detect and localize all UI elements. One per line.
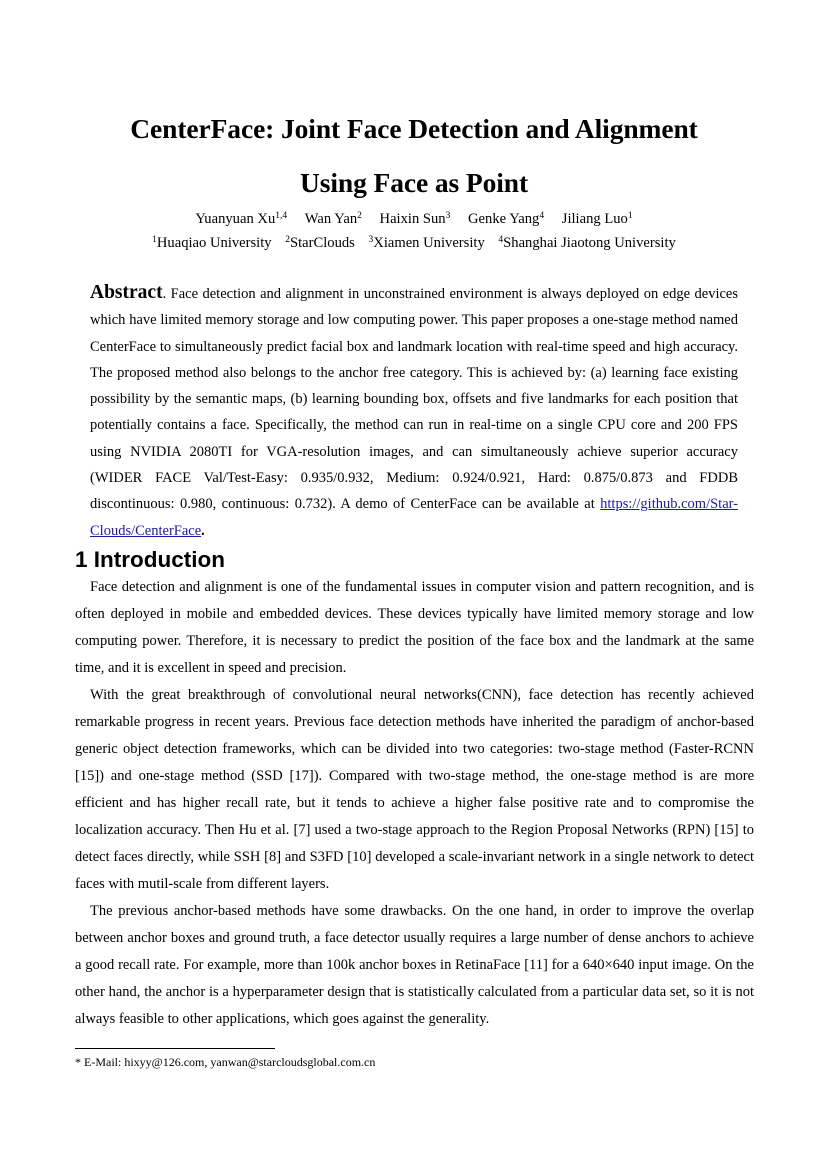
section-heading-introduction: 1 Introduction: [75, 547, 225, 572]
abstract: [90, 280, 738, 544]
author: [562, 211, 633, 227]
author-name: Jiliang Luo: [561, 211, 628, 227]
affiliation-mark: 1: [152, 235, 157, 245]
author-name: Genke Yang: [468, 211, 540, 227]
affiliation-name: StarClouds: [290, 235, 355, 251]
paragraph: Face detection and alignment is one of the fundamental issues in computer vision and pattern recognition, and is often deployed in mobile and embedded devices. These devices typically have limited memory storage and low computing power. Therefore, it is necessary to predict the position of the face box and the landmark at the same time, and it is excellent in speed and precision.: [75, 579, 754, 676]
abstract-heading: Abstract: [90, 282, 163, 303]
affiliation-mark: 2: [285, 235, 290, 245]
author: [468, 211, 544, 227]
footnote: * E-Mail: hixyy@126.com, yanwan@starcloudsglobal.com.cn: [75, 1055, 376, 1069]
paragraph: With the great breakthrough of convolutional neural networks(CNN), face detection has recently achieved remarkable progress in recent years. Previous face detection methods have inherited the paradigm of anchor-based generic object detection frameworks, which can be divided into two categories: two-stage method (Faster-RCNN [15]) and one-stage method (SSD [17]). Compared with two-stage method, the one-stage method is are more efficient and has higher recall rate, but it tends to achieve a higher false positive rate and to compromise the localization accuracy. Then Hu et al. [7] used a two-stage approach to the Region Proposal Networks (RPN) [15] to detect faces directly, while SSH [8] and S3FD [10] developed a scale-invariant network in a single network to detect faces with mutil-scale from different layers.: [75, 687, 754, 892]
author-affiliation-mark: 2: [357, 211, 362, 221]
author-affiliation-mark: 4: [539, 211, 545, 221]
github-link[interactable]: https://github.com/Star-Clouds/CenterFace: [90, 496, 738, 539]
abstract-end: .: [201, 522, 205, 539]
author-name: Wan Yan: [304, 211, 358, 227]
author-list: [0, 211, 828, 228]
author-affiliation-mark: 1: [627, 211, 633, 221]
affiliation: [369, 235, 485, 251]
affiliation-name: Shanghai Jiaotong University: [503, 235, 676, 251]
affiliation-list: [0, 235, 828, 252]
affiliation: [152, 235, 271, 251]
paper-title-line-2: Using Face as Point: [299, 167, 529, 198]
author: [305, 211, 362, 227]
introduction-body: [75, 574, 754, 1033]
affiliation: [285, 235, 355, 251]
affiliation-name: Huaqiao University: [156, 235, 272, 251]
paper-title-line-1: CenterFace: Joint Face Detection and Alignment: [130, 113, 698, 144]
author-affiliation-mark: 1,4: [275, 211, 288, 221]
author-name: Haixin Sun: [379, 211, 446, 227]
abstract-text: . Face detection and alignment in unconstrained environment is always deployed on edge devices which have limited memory storage and low computing power. This paper proposes a one-stage method named CenterFace to simultaneously predict facial box and landmark location with real-time speed and high accuracy. The proposed method also belongs to the anchor free category. This is achieved by: (a) learning face existing possibility by the semantic maps, (b) learning bounding box, offsets and five landmarks for each position that potentially contains a face. Specifically, the method can run in real-time on a single CPU core and 200 FPS using NVIDIA 2080TI for VGA-resolution images, and can simultaneously achieve superior accuracy (WIDER FACE Val/Test-Easy: 0.935/0.932, Medium: 0.924/0.921, Hard: 0.875/0.873 and FDDB discontinuous: 0.980, continuous: 0.732). A demo of CenterFace can be available at: [90, 286, 738, 513]
paragraph: The previous anchor-based methods have some drawbacks. On the one hand, in order to improve the overlap between anchor boxes and ground truth, a face detector usually requires a large number of dense anchors to achieve a good recall rate. For example, more than 100k anchor boxes in RetinaFace [11] for a 640×640 input image. On the other hand, the anchor is a hyperparameter design that is statistically calculated from a particular data set, so it is not always feasible to other applications, which goes against the generality.: [75, 903, 754, 1027]
affiliation-name: Xiamen University: [373, 235, 485, 251]
affiliation-mark: 4: [498, 235, 504, 245]
author: [380, 211, 451, 227]
author: [195, 211, 287, 227]
affiliation-mark: 3: [368, 235, 374, 245]
affiliation: [498, 235, 675, 251]
author-affiliation-mark: 3: [445, 211, 451, 221]
footnote-divider: [75, 1048, 275, 1049]
author-name: Yuanyuan Xu: [195, 211, 276, 227]
